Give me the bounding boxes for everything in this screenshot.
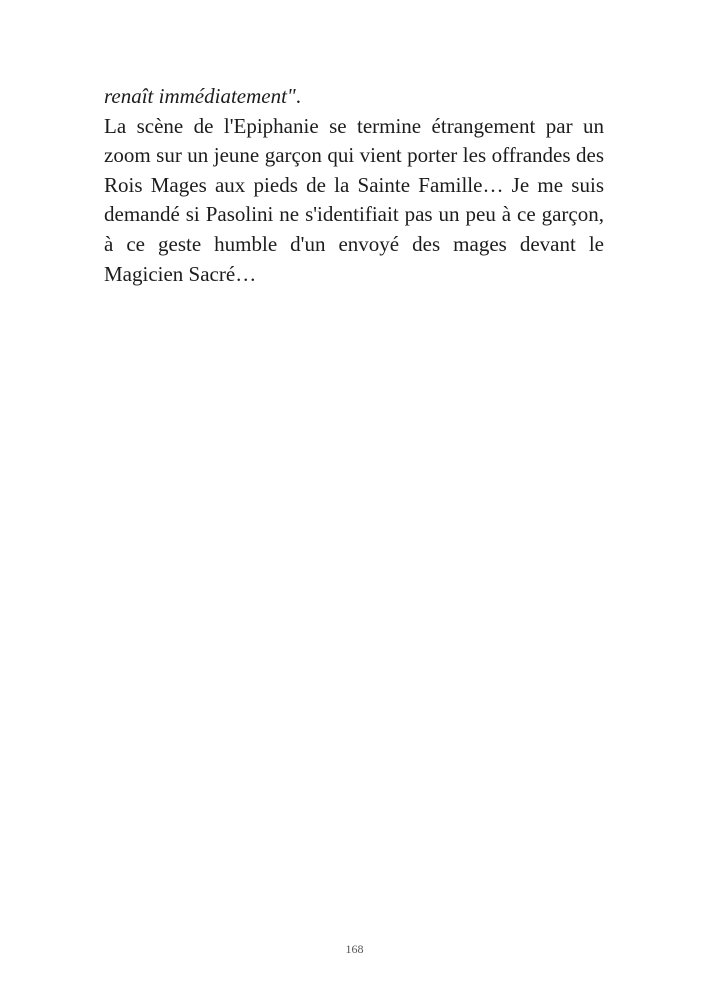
page-number: 168	[345, 942, 364, 956]
quote-ending-line	[104, 82, 604, 112]
quote-ending-punctuation: .	[295, 84, 301, 108]
body-text	[104, 82, 604, 289]
paragraph: La scène de l'Epiphanie se termine étrangement par un zoom sur un jeune garçon qui vient porter les offrandes des Rois Mages aux pieds de la Sainte Famille… Je me suis demandé si Pasolini ne s'identifiait pas un peu à ce garçon, à ce geste humble d'un envoyé des mages devant le Magicien Sacré…	[104, 113, 604, 286]
quote-ending-italic: renaît immédiatement"	[104, 84, 296, 108]
